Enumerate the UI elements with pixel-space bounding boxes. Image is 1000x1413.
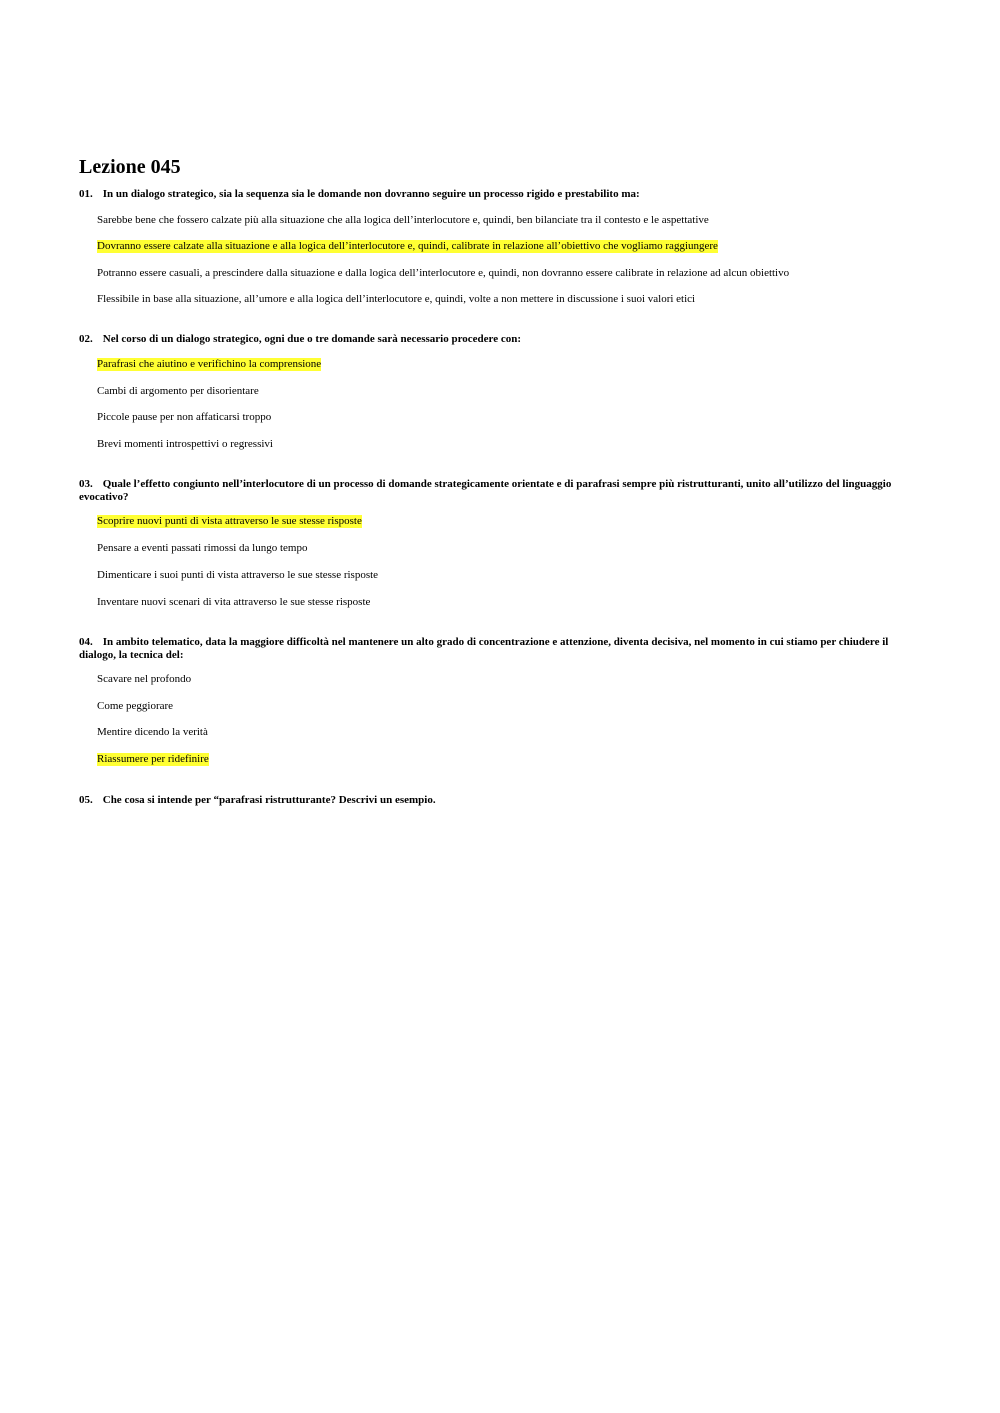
answer-option: Pensare a eventi passati rimossi da lungo tempo [97, 542, 308, 554]
answer-option: Come peggiorare [97, 700, 174, 712]
question-number: 02. [79, 333, 93, 345]
question-text: Che cosa si intende per “parafrasi ristrutturante? Descrivi un esempio. [102, 794, 436, 806]
answer-option: Mentire dicendo la verità [97, 726, 208, 738]
question-05 [79, 794, 919, 807]
question-text: In un dialogo strategico, sia la sequenza sia le domande non dovranno seguire un processo rigido e prestabilito ma: [102, 188, 640, 200]
answer-option-highlighted: Parafrasi che aiutino e verifichino la comprensione [97, 358, 322, 370]
question-text: Quale l’effetto congiunto nell’interlocutore di un processo di domande strategicamente orientate e di parafrasi sempre più ristrutturanti, unito all’utilizzo del linguaggio evocativo? [79, 478, 892, 503]
answer-option: Scavare nel profondo [97, 673, 192, 685]
answer-option: Dimenticare i suoi punti di vista attraverso le sue stesse risposte [97, 569, 379, 581]
question-number: 05. [79, 794, 93, 806]
answer-option-highlighted: Dovranno essere calzate alla situazione e alla logica dell’interlocutore e, quindi, calibrate in relazione all’obiettivo che vogliamo raggiungere [97, 240, 718, 252]
question-text: Nel corso di un dialogo strategico, ogni due o tre domande sarà necessario procedere con: [102, 333, 522, 345]
question-03 [79, 478, 919, 504]
lesson-title: Lezione 045 [79, 156, 181, 178]
question-text: In ambito telematico, data la maggiore difficoltà nel mantenere un alto grado di concentrazione e attenzione, diventa decisiva, nel momento in cui stiamo per chiudere il dialogo, la tecnica del: [79, 636, 889, 661]
answer-option: Cambi di argomento per disorientare [97, 385, 259, 397]
question-number: 01. [79, 188, 93, 200]
answer-option: Sarebbe bene che fossero calzate più alla situazione che alla logica dell’interlocutore e, quindi, ben bilanciate tra il contesto e le aspettative [97, 214, 709, 226]
answer-option: Potranno essere casuali, a prescindere dalla situazione e dalla logica dell’interlocutore e, quindi, non dovranno essere calibrate in relazione ad alcun obiettivo [97, 267, 790, 279]
answer-option: Inventare nuovi scenari di vita attraverso le sue stesse risposte [97, 596, 371, 608]
question-04 [79, 636, 919, 662]
question-number: 03. [79, 478, 93, 490]
answer-option: Flessibile in base alla situazione, all’umore e alla logica dell’interlocutore e, quindi, volte a non mettere in discussione i suoi valori etici [97, 293, 696, 305]
question-number: 04. [79, 636, 93, 648]
question-02 [79, 333, 919, 346]
answer-option-highlighted: Riassumere per ridefinire [97, 753, 209, 765]
answer-option: Piccole pause per non affaticarsi troppo [97, 411, 272, 423]
answer-option-highlighted: Scoprire nuovi punti di vista attraverso le sue stesse risposte [97, 515, 362, 527]
question-01 [79, 188, 919, 201]
answer-option: Brevi momenti introspettivi o regressivi [97, 438, 273, 450]
